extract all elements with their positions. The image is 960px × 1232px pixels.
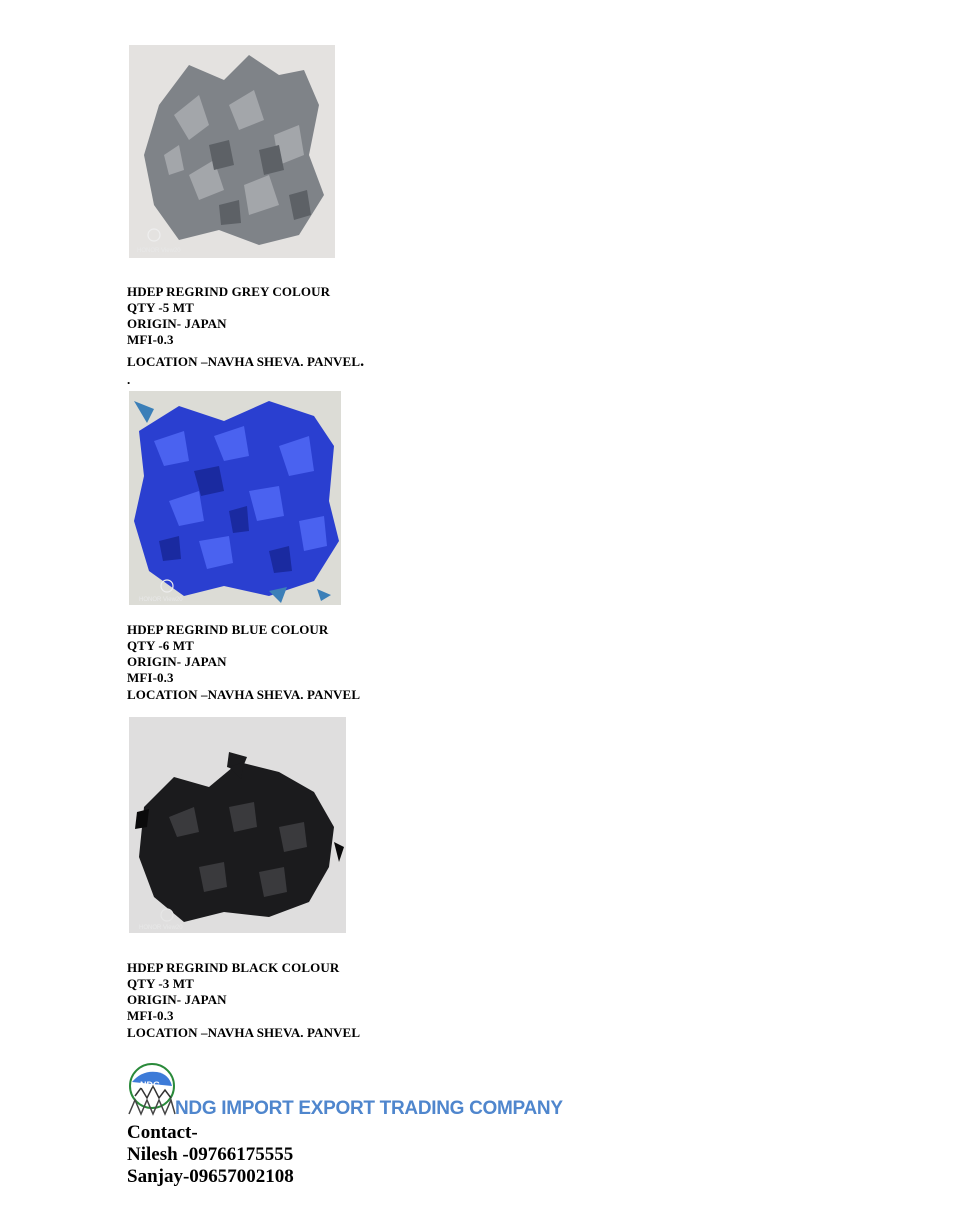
product-location: LOCATION –NAVHA SHEVA. PANVEL. (127, 353, 365, 370)
contact-sanjay: Sanjay-09657002108 (127, 1166, 294, 1187)
product-photo-grey (129, 45, 335, 258)
product-location: LOCATION –NAVHA SHEVA. PANVEL (127, 1025, 361, 1040)
company-name: NDG IMPORT EXPORT TRADING COMPANY (175, 1098, 563, 1119)
product-origin: ORIGIN- JAPAN (127, 992, 227, 1007)
product-mfi: MFI-0.3 (127, 332, 174, 347)
separator-dot: . (127, 372, 131, 387)
contact-block (127, 1122, 294, 1188)
product-title: HDEP REGRIND GREY COLOUR (127, 284, 331, 299)
product-spec-blue (127, 622, 360, 703)
product-origin: ORIGIN- JAPAN (127, 654, 227, 669)
product-qty: QTY -6 MT (127, 638, 194, 653)
product-mfi: MFI-0.3 (127, 670, 174, 685)
product-location: LOCATION –NAVHA SHEVA. PANVEL (127, 687, 361, 702)
product-qty: QTY -5 MT (127, 300, 194, 315)
photo-watermark: HONOR View20 (137, 248, 181, 254)
product-spec-black (127, 960, 360, 1041)
product-title: HDEP REGRIND BLACK COLOUR (127, 960, 340, 975)
product-spec-grey (127, 284, 364, 370)
product-mfi: MFI-0.3 (127, 1008, 174, 1023)
product-qty: QTY -3 MT (127, 976, 194, 991)
photo-watermark: HONOR View20 (139, 925, 183, 931)
product-photo-blue (129, 391, 341, 605)
product-photo-black (129, 717, 346, 933)
contact-label: Contact- (127, 1122, 198, 1143)
product-origin: ORIGIN- JAPAN (127, 316, 227, 331)
svg-text:NDG: NDG (140, 1080, 160, 1090)
company-logo (127, 1062, 177, 1118)
product-title: HDEP REGRIND BLUE COLOUR (127, 622, 329, 637)
photo-watermark: HONOR View20 (139, 597, 183, 603)
contact-nilesh: Nilesh -09766175555 (127, 1144, 294, 1165)
